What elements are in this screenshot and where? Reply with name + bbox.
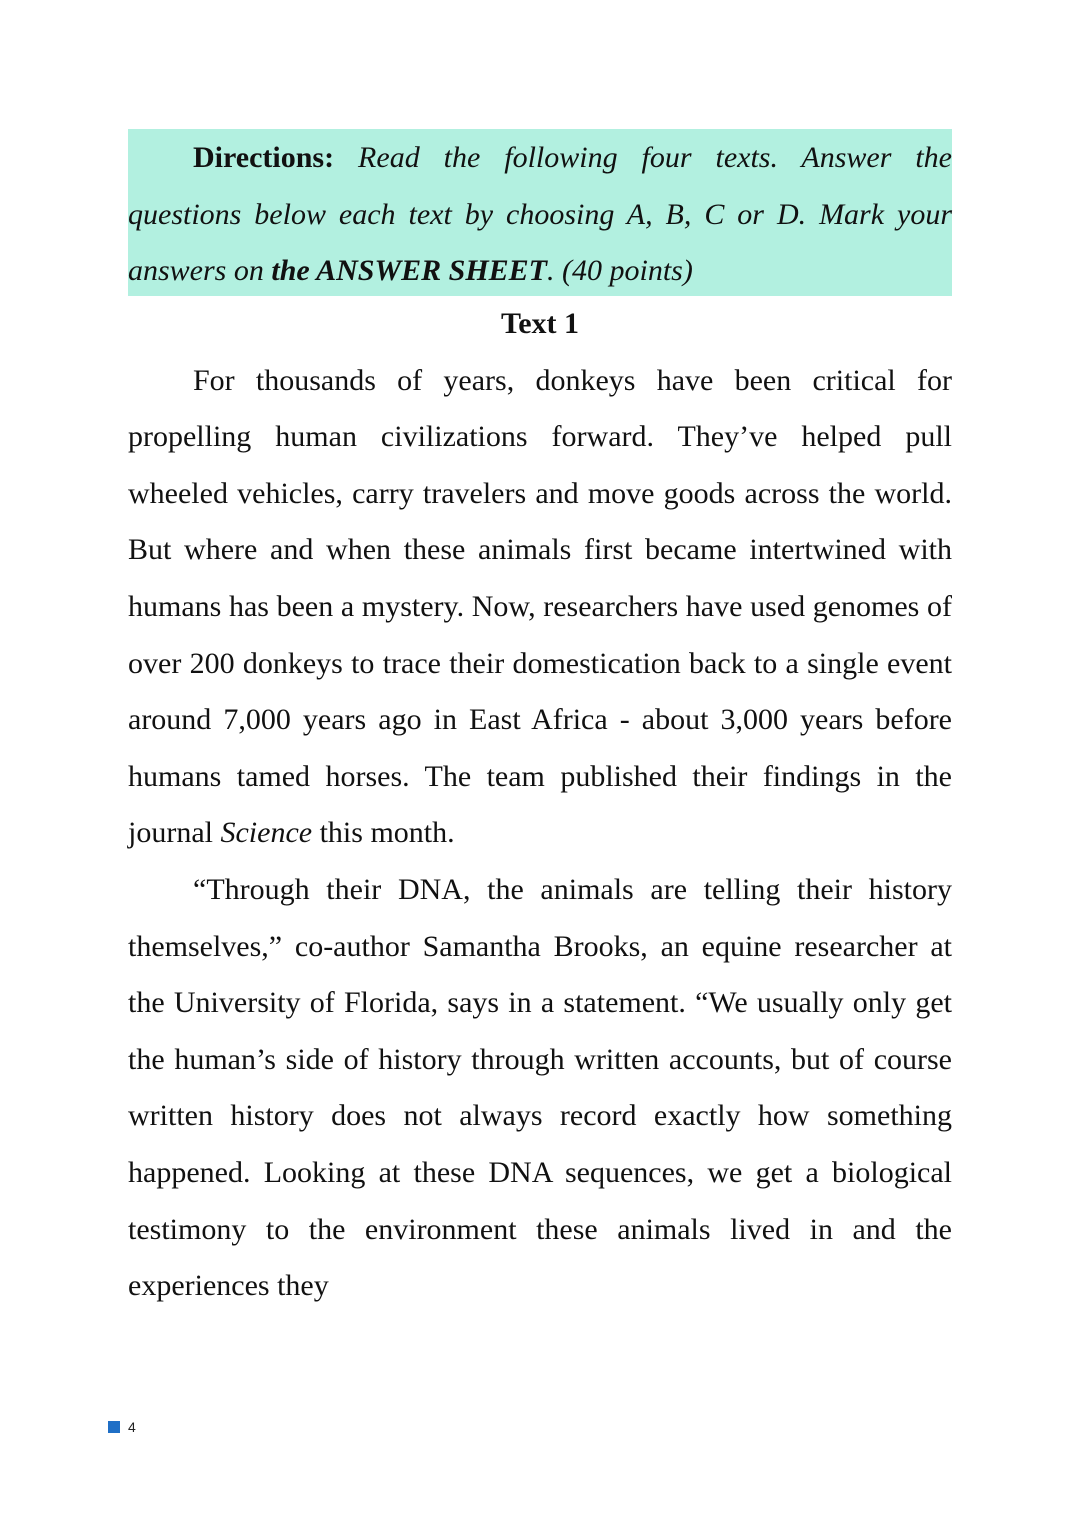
paragraph-1-end: this month. bbox=[312, 816, 455, 850]
journal-name: Science bbox=[220, 816, 313, 850]
directions-points: . (40 points) bbox=[547, 254, 693, 288]
directions-box bbox=[128, 129, 952, 296]
page-footer bbox=[108, 1417, 136, 1437]
page-number: 4 bbox=[128, 1419, 136, 1435]
footer-square-icon bbox=[108, 1421, 120, 1433]
paragraph-1-main: For thousands of years, donkeys have been critical for propelling human civilizations forward. They’ve helped pull wheeled vehicles, carry travelers and move goods across the world. But where and when these animals first became intertwined with humans has been a mystery. Now, researchers have used genomes of over 200 donkeys to trace their domestication back to a single event around 7,000 years ago in East Africa - about 3,000 years before humans tamed horses. The team published their findings in the journal bbox=[128, 363, 952, 850]
text-title: Text 1 bbox=[500, 307, 580, 340]
paragraph-2: “Through their DNA, the animals are telling their history themselves,” co-author Samantha Brooks, an equine researcher at the University of Florida, says in a statement. “We usually only get the human’s side of history through written accounts, but of course written history does not always record exactly how something happened. Looking at these DNA sequences, we get a biological testimony to the environment these animals lived in and the experiences they bbox=[128, 872, 952, 1303]
page-content bbox=[128, 129, 952, 1315]
paragraph-1 bbox=[128, 353, 952, 862]
directions-text: Read the following four texts. Answer the questions below each text by choosing A, B, C or D. Mark your answers on bbox=[128, 141, 952, 288]
answer-sheet-emphasis: the ANSWER SHEET bbox=[271, 254, 547, 288]
directions-label: Directions: bbox=[193, 141, 335, 174]
